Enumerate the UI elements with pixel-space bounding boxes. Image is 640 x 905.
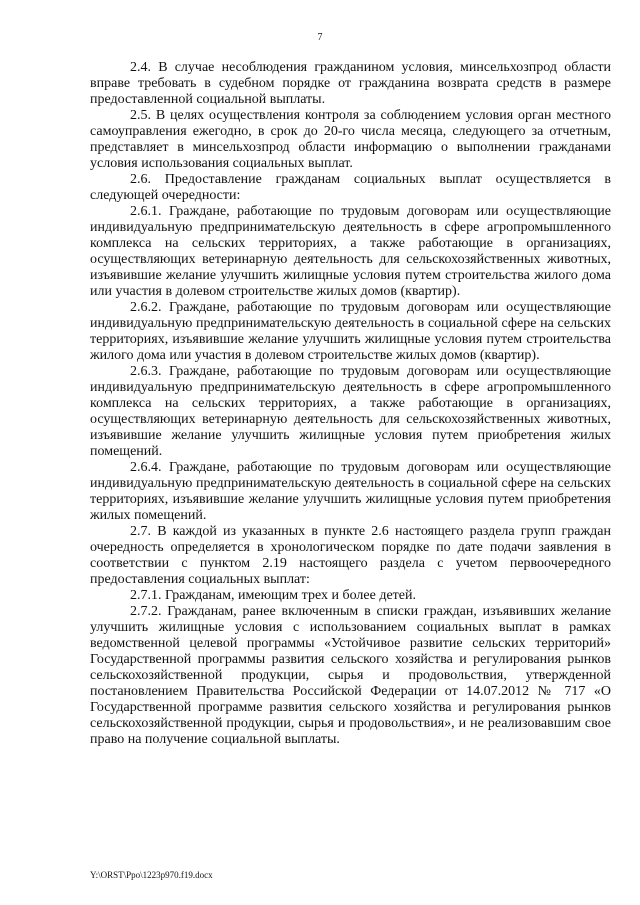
paragraph-2-6-1: 2.6.1. Граждане, работающие по трудовым договорам или осуществляющие индивидуальную предпринимательскую деятельность в сфере агропромышленного комплекса на сельских территориях, а также работающие в организациях, осуществляющих ветеринарную деятельность для сельскохозяйственных животных, изъявившие желание улучшить жилищные условия путем строительства жилого дома или участия в долевом строительстве жилых домов (квартир). — [90, 204, 611, 299]
paragraph-2-6-2: 2.6.2. Граждане, работающие по трудовым договорам или осуществляющие индивидуальную предпринимательскую деятельность в социальной сфере на сельских территориях, изъявившие желание улучшить жилищные условия путем строительства жилого дома или участия в долевом строительстве жилых домов (квартир). — [90, 300, 611, 363]
paragraph-2-5: 2.5. В целях осуществления контроля за соблюдением условия орган местного самоуправления ежегодно, в срок до 20-го числа месяца, следующего за отчетным, представляет в минсельхозпрод области информацию о выполнении гражданами условия использования социальных выплат. — [90, 108, 611, 171]
paragraph-2-7-2: 2.7.2. Гражданам, ранее включенным в списки граждан, изъявивших желание улучшить жилищные условия с использованием социальных выплат в рамках ведомственной целевой программы «Устойчивое развитие сельских территорий» Государственной программы развития сельского хозяйства и регулирования рынков сельскохозяйственной продукции, сырья и продовольствия, утвержденной постановлением Правительства Российской Федерации от 14.07.2012 № 717 «О Государственной программе развития сельского хозяйства и регулирования рынков сельскохозяйственной продукции, сырья и продовольствия», и не реализовавшим свое право на получение социальной выплаты. — [90, 604, 611, 747]
footer-file-path: Y:\ORST\Ppo\1223p970.f19.docx — [90, 870, 213, 880]
paragraph-2-6: 2.6. Предоставление гражданам социальных выплат осуществляется в следующей очередности: — [90, 172, 611, 203]
document-body — [90, 60, 611, 748]
paragraph-2-4: 2.4. В случае несоблюдения гражданином условия, минсельхозпрод области вправе требовать в судебном порядке от гражданина возврата средств в размере предоставленной социальной выплаты. — [90, 60, 611, 107]
paragraph-2-7-1: 2.7.1. Гражданам, имеющим трех и более детей. — [130, 588, 416, 603]
page-number: 7 — [317, 32, 323, 43]
paragraph-2-7: 2.7. В каждой из указанных в пункте 2.6 настоящего раздела групп граждан очередность определяется в хронологическом порядке по дате подачи заявления в соответствии с пунктом 2.19 настоящего раздела с учетом первоочередного предоставления социальных выплат: — [90, 524, 611, 587]
paragraph-2-6-3: 2.6.3. Граждане, работающие по трудовым договорам или осуществляющие индивидуальную предпринимательскую деятельность в сфере агропромышленного комплекса на сельских территориях, а также работающие в организациях, осуществляющих ветеринарную деятельность для сельскохозяйственных животных, изъявившие желание улучшить жилищные условия путем приобретения жилых помещений. — [90, 364, 611, 459]
paragraph-2-6-4: 2.6.4. Граждане, работающие по трудовым договорам или осуществляющие индивидуальную предпринимательскую деятельность в социальной сфере на сельских территориях, изъявившие желание улучшить жилищные условия путем приобретения жилых помещений. — [90, 460, 611, 523]
